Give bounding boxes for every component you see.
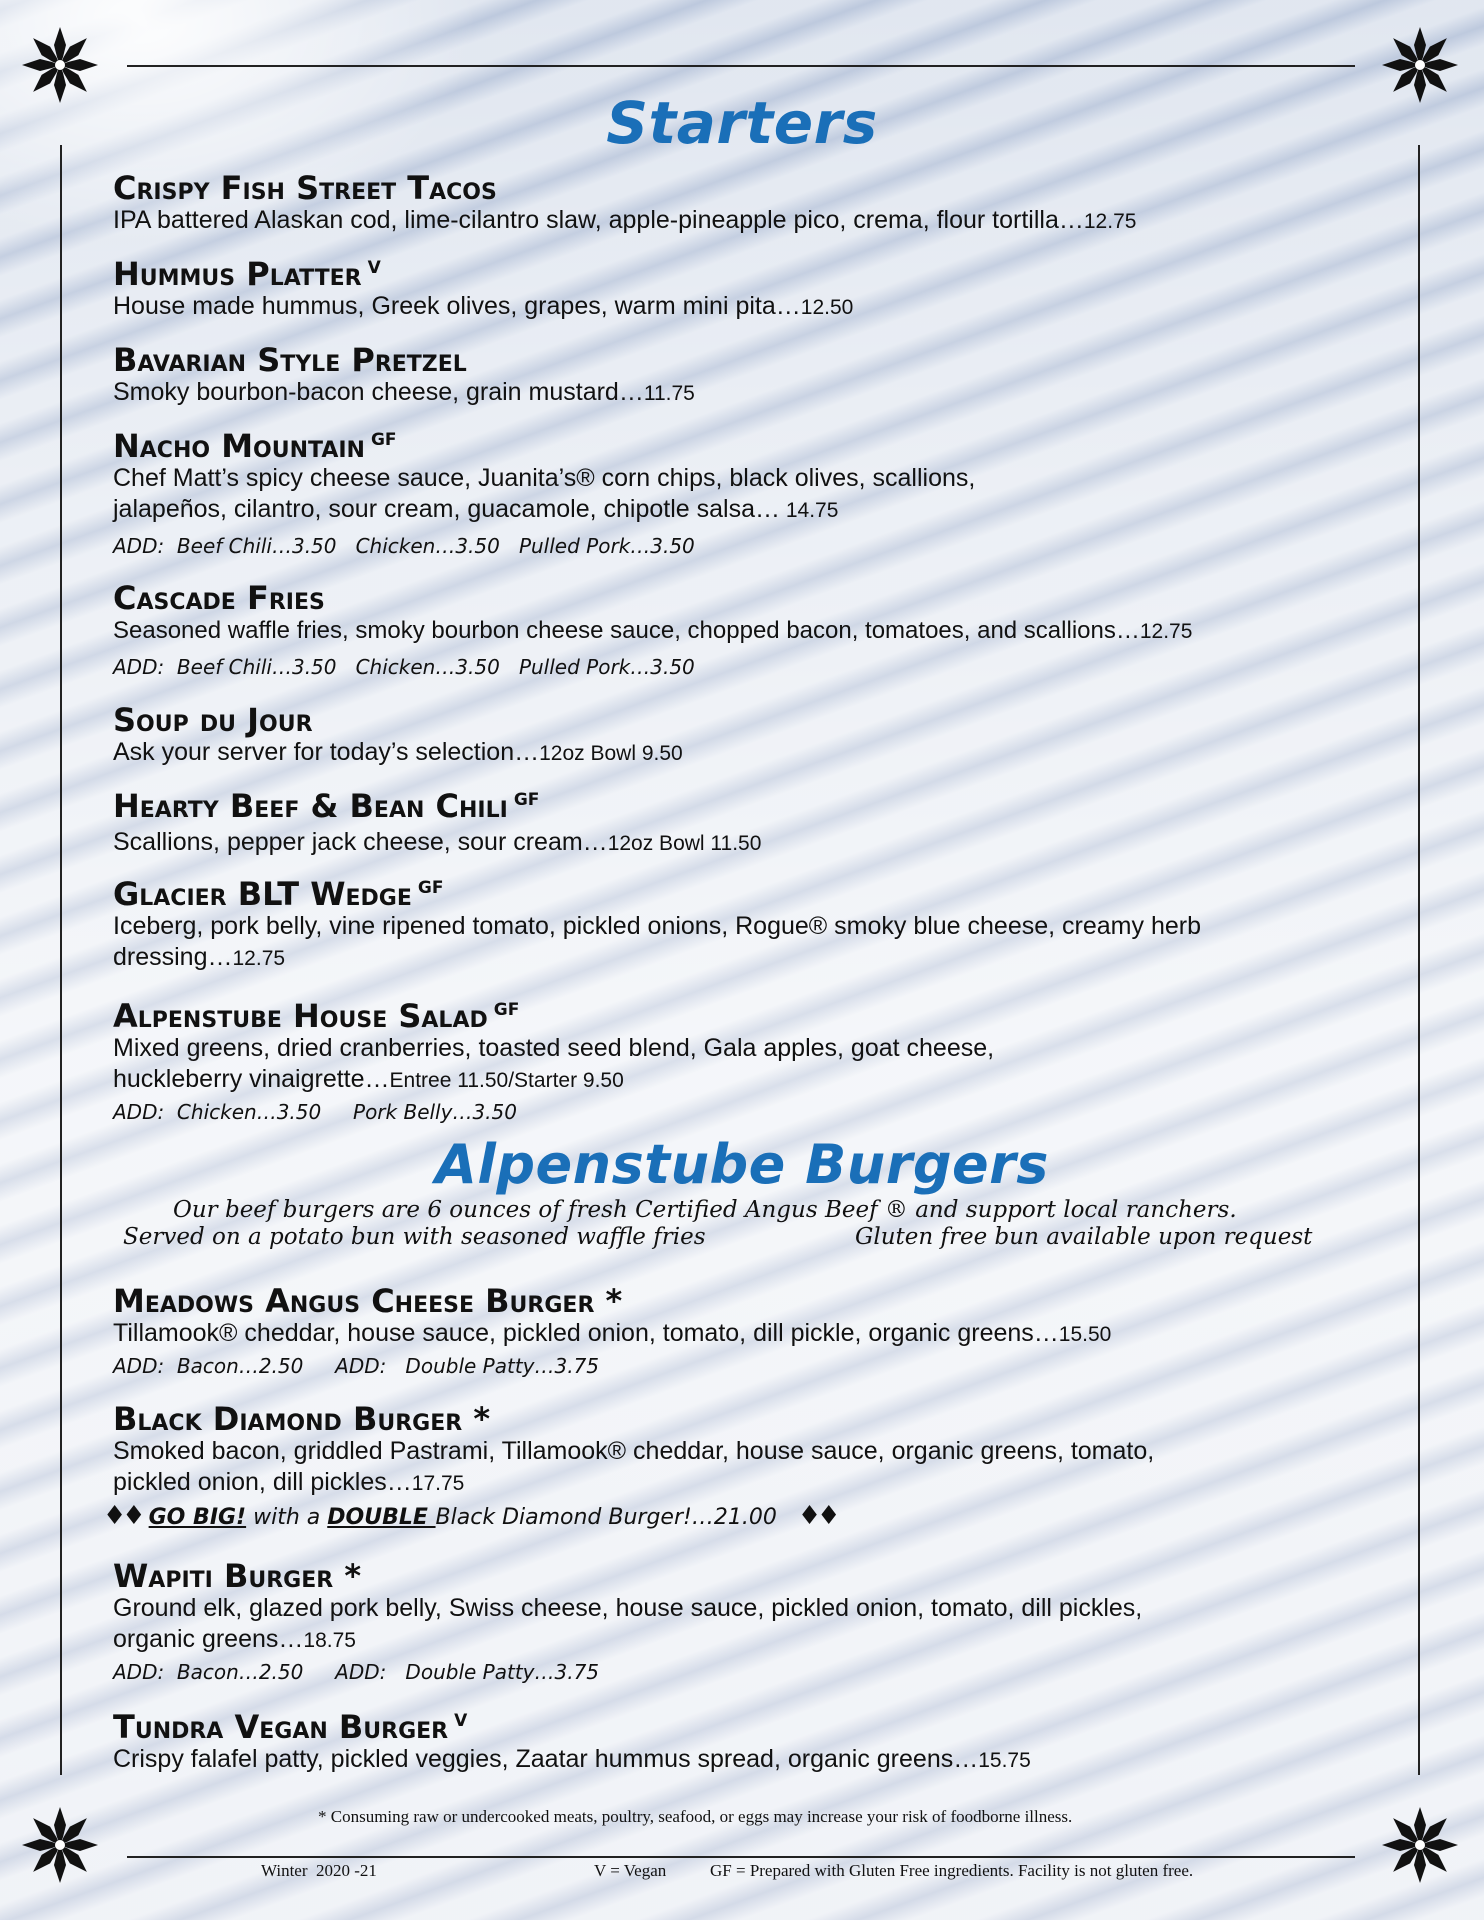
item-price: 12oz Bowl 9.50: [539, 742, 683, 765]
item-name: [113, 337, 1373, 377]
left-border: [60, 145, 62, 1775]
item-name-text: Alpenstube House Salad: [113, 997, 488, 1035]
promo-with: with a: [246, 1505, 328, 1530]
item-name-text: Bavarian Style Pretzel: [113, 341, 467, 379]
burgers-intro-line1: Our beef burgers are 6 ounces of fresh Certified Angus Beef ® and support local ranchers.: [173, 1197, 1237, 1223]
bottom-rule: [127, 1856, 1355, 1858]
item-name-text: Soup du Jour: [113, 701, 313, 739]
promo-rest: Black Diamond Burger!…21.00: [435, 1505, 777, 1530]
item-description: Tillamook® cheddar, house sauce, pickled onion, tomato, dill pickle, organic greens…15.50: [113, 1319, 1112, 1347]
item-price: Entree 11.50/Starter 9.50: [389, 1069, 624, 1092]
item-description: Seasoned waffle fries, smoky bourbon cheese sauce, chopped bacon, tomatoes, and scallions…12.75: [113, 617, 1193, 644]
item-name: [113, 993, 1113, 1033]
item-price: 12.75: [1139, 620, 1193, 643]
item-addons: ADD: Beef Chili…3.50 Chicken…3.50 Pulled Pork…3.50: [113, 534, 695, 558]
diet-tag: GF: [513, 790, 540, 810]
item-description: Smoked bacon, griddled Pastrami, Tillamook® cheddar, house sauce, organic greens, tomato, pickled onion, dill pickles…17.75: [113, 1437, 1155, 1496]
item-price: 11.75: [643, 382, 695, 405]
snowflake-icon: [20, 1805, 100, 1885]
menu-item: [113, 993, 1113, 1126]
item-addons: ADD: Bacon…2.50 ADD: Double Patty…3.75: [113, 1354, 600, 1378]
item-name: [113, 165, 1373, 205]
legend-vegan: V = Vegan: [594, 1861, 667, 1880]
item-price: 14.75: [780, 499, 839, 522]
foodborne-disclaimer: * Consuming raw or undercooked meats, poultry, seafood, or eggs may increase your risk of foodborne illness.: [318, 1807, 1073, 1826]
burgers-title: Alpenstube Burgers: [435, 1133, 1049, 1196]
season-label: Winter 2020 -21: [261, 1861, 377, 1880]
menu-item: [113, 697, 1373, 769]
double-label: DOUBLE: [327, 1505, 436, 1530]
menu-item: [113, 871, 1213, 974]
diet-tag: GF: [370, 430, 397, 450]
go-big-promo: [103, 1501, 836, 1531]
item-name-text: Cascade Fries: [113, 579, 325, 617]
item-description: House made hummus, Greek olives, grapes, warm mini pita…12.50: [113, 292, 854, 320]
item-name-text: Tundra Vegan Burger: [113, 1708, 449, 1746]
item-name-text: Hummus Platter: [113, 255, 362, 293]
menu-item: [113, 1278, 1373, 1380]
burgers-intro-gluten-free: Gluten free bun available upon request: [855, 1224, 1313, 1250]
menu-item: [113, 783, 1373, 859]
item-price: 17.75: [411, 1472, 465, 1495]
item-name: [113, 423, 1073, 463]
item-description: Crispy falafel patty, pickled veggies, Zaatar hummus spread, organic greens…15.75: [113, 1745, 1031, 1773]
menu-item: [113, 1396, 1213, 1499]
right-border: [1418, 145, 1420, 1775]
diamond-icon: ♦♦: [797, 1501, 837, 1531]
item-name: [113, 1704, 1373, 1744]
menu-item: [113, 165, 1373, 237]
item-name: [113, 697, 1373, 737]
menu-item: [113, 1704, 1373, 1776]
item-price: 15.75: [978, 1749, 1031, 1772]
item-name-text: Black Diamond Burger *: [113, 1400, 491, 1438]
item-price: 12.50: [800, 296, 854, 319]
item-description: Smoky bourbon-bacon cheese, grain mustard…11.75: [113, 378, 695, 406]
item-description: Scallions, pepper jack cheese, sour cream…12oz Bowl 11.50: [113, 828, 762, 856]
item-price: 12.75: [1083, 210, 1137, 233]
item-price: 15.50: [1058, 1323, 1112, 1346]
item-addons: ADD: Beef Chili…3.50 Chicken…3.50 Pulled Pork…3.50: [113, 655, 695, 679]
top-rule: [127, 65, 1355, 67]
item-description: Ask your server for today’s selection…12oz Bowl 9.50: [113, 738, 683, 766]
item-price: 18.75: [303, 1629, 356, 1652]
diet-tag: V: [454, 1711, 468, 1731]
item-description: Ground elk, glazed pork belly, Swiss cheese, house sauce, pickled onion, tomato, dill pickles, organic greens…18.75: [113, 1594, 1143, 1653]
item-description: Iceberg, pork belly, vine ripened tomato, pickled onions, Rogue® smoky blue cheese, creamy herb dressing…12.75: [113, 912, 1201, 971]
item-price: 12oz Bowl 11.50: [607, 832, 762, 855]
item-description: Mixed greens, dried cranberries, toasted seed blend, Gala apples, goat cheese, huckleberry vinaigrette…Entree 11.50/Starter 9.50: [113, 1034, 995, 1093]
diet-tag: GF: [493, 1000, 520, 1020]
starters-title: Starters: [606, 89, 878, 157]
item-name-text: Nacho Mountain: [113, 427, 365, 465]
item-description: Chef Matt’s spicy cheese sauce, Juanita’s® corn chips, black olives, scallions, jalapeños, cilantro, sour cream, guacamole, chipotle salsa… 14.75: [113, 464, 976, 523]
item-name: [113, 783, 1373, 823]
item-description: IPA battered Alaskan cod, lime-cilantro slaw, apple-pineapple pico, crema, flour tortilla…12.75: [113, 206, 1137, 234]
menu-item: [113, 423, 1073, 560]
item-name-text: Hearty Beef & Bean Chili: [113, 787, 508, 825]
legend-gluten-free: GF = Prepared with Gluten Free ingredients. Facility is not gluten free.: [710, 1861, 1194, 1880]
item-name: [113, 1396, 1213, 1436]
item-name-text: Crispy Fish Street Tacos: [113, 169, 497, 207]
menu-item: [113, 575, 1373, 681]
item-price: 12.75: [232, 947, 286, 970]
item-name-text: Wapiti Burger *: [113, 1557, 362, 1595]
item-name: [113, 871, 1213, 911]
go-big-label: GO BIG!: [148, 1505, 247, 1530]
menu-item: [113, 1553, 1173, 1686]
menu-item: [113, 251, 1373, 323]
item-addons: ADD: Chicken…3.50 Pork Belly…3.50: [113, 1100, 517, 1124]
diamond-icon: ♦♦: [103, 1501, 142, 1531]
item-name: [113, 575, 1373, 615]
item-name: [113, 1278, 1373, 1318]
item-name-text: Glacier BLT Wedge: [113, 875, 412, 913]
diet-tag: GF: [417, 878, 444, 898]
snowflake-icon: [1380, 1805, 1460, 1885]
menu-item: [113, 337, 1373, 409]
diet-tag: V: [367, 258, 381, 278]
item-addons: ADD: Bacon…2.50 ADD: Double Patty…3.75: [113, 1660, 600, 1684]
item-name-text: Meadows Angus Cheese Burger *: [113, 1282, 623, 1320]
item-name: [113, 251, 1373, 291]
item-name: [113, 1553, 1173, 1593]
burgers-intro-served: Served on a potato bun with seasoned waffle fries: [123, 1224, 706, 1250]
